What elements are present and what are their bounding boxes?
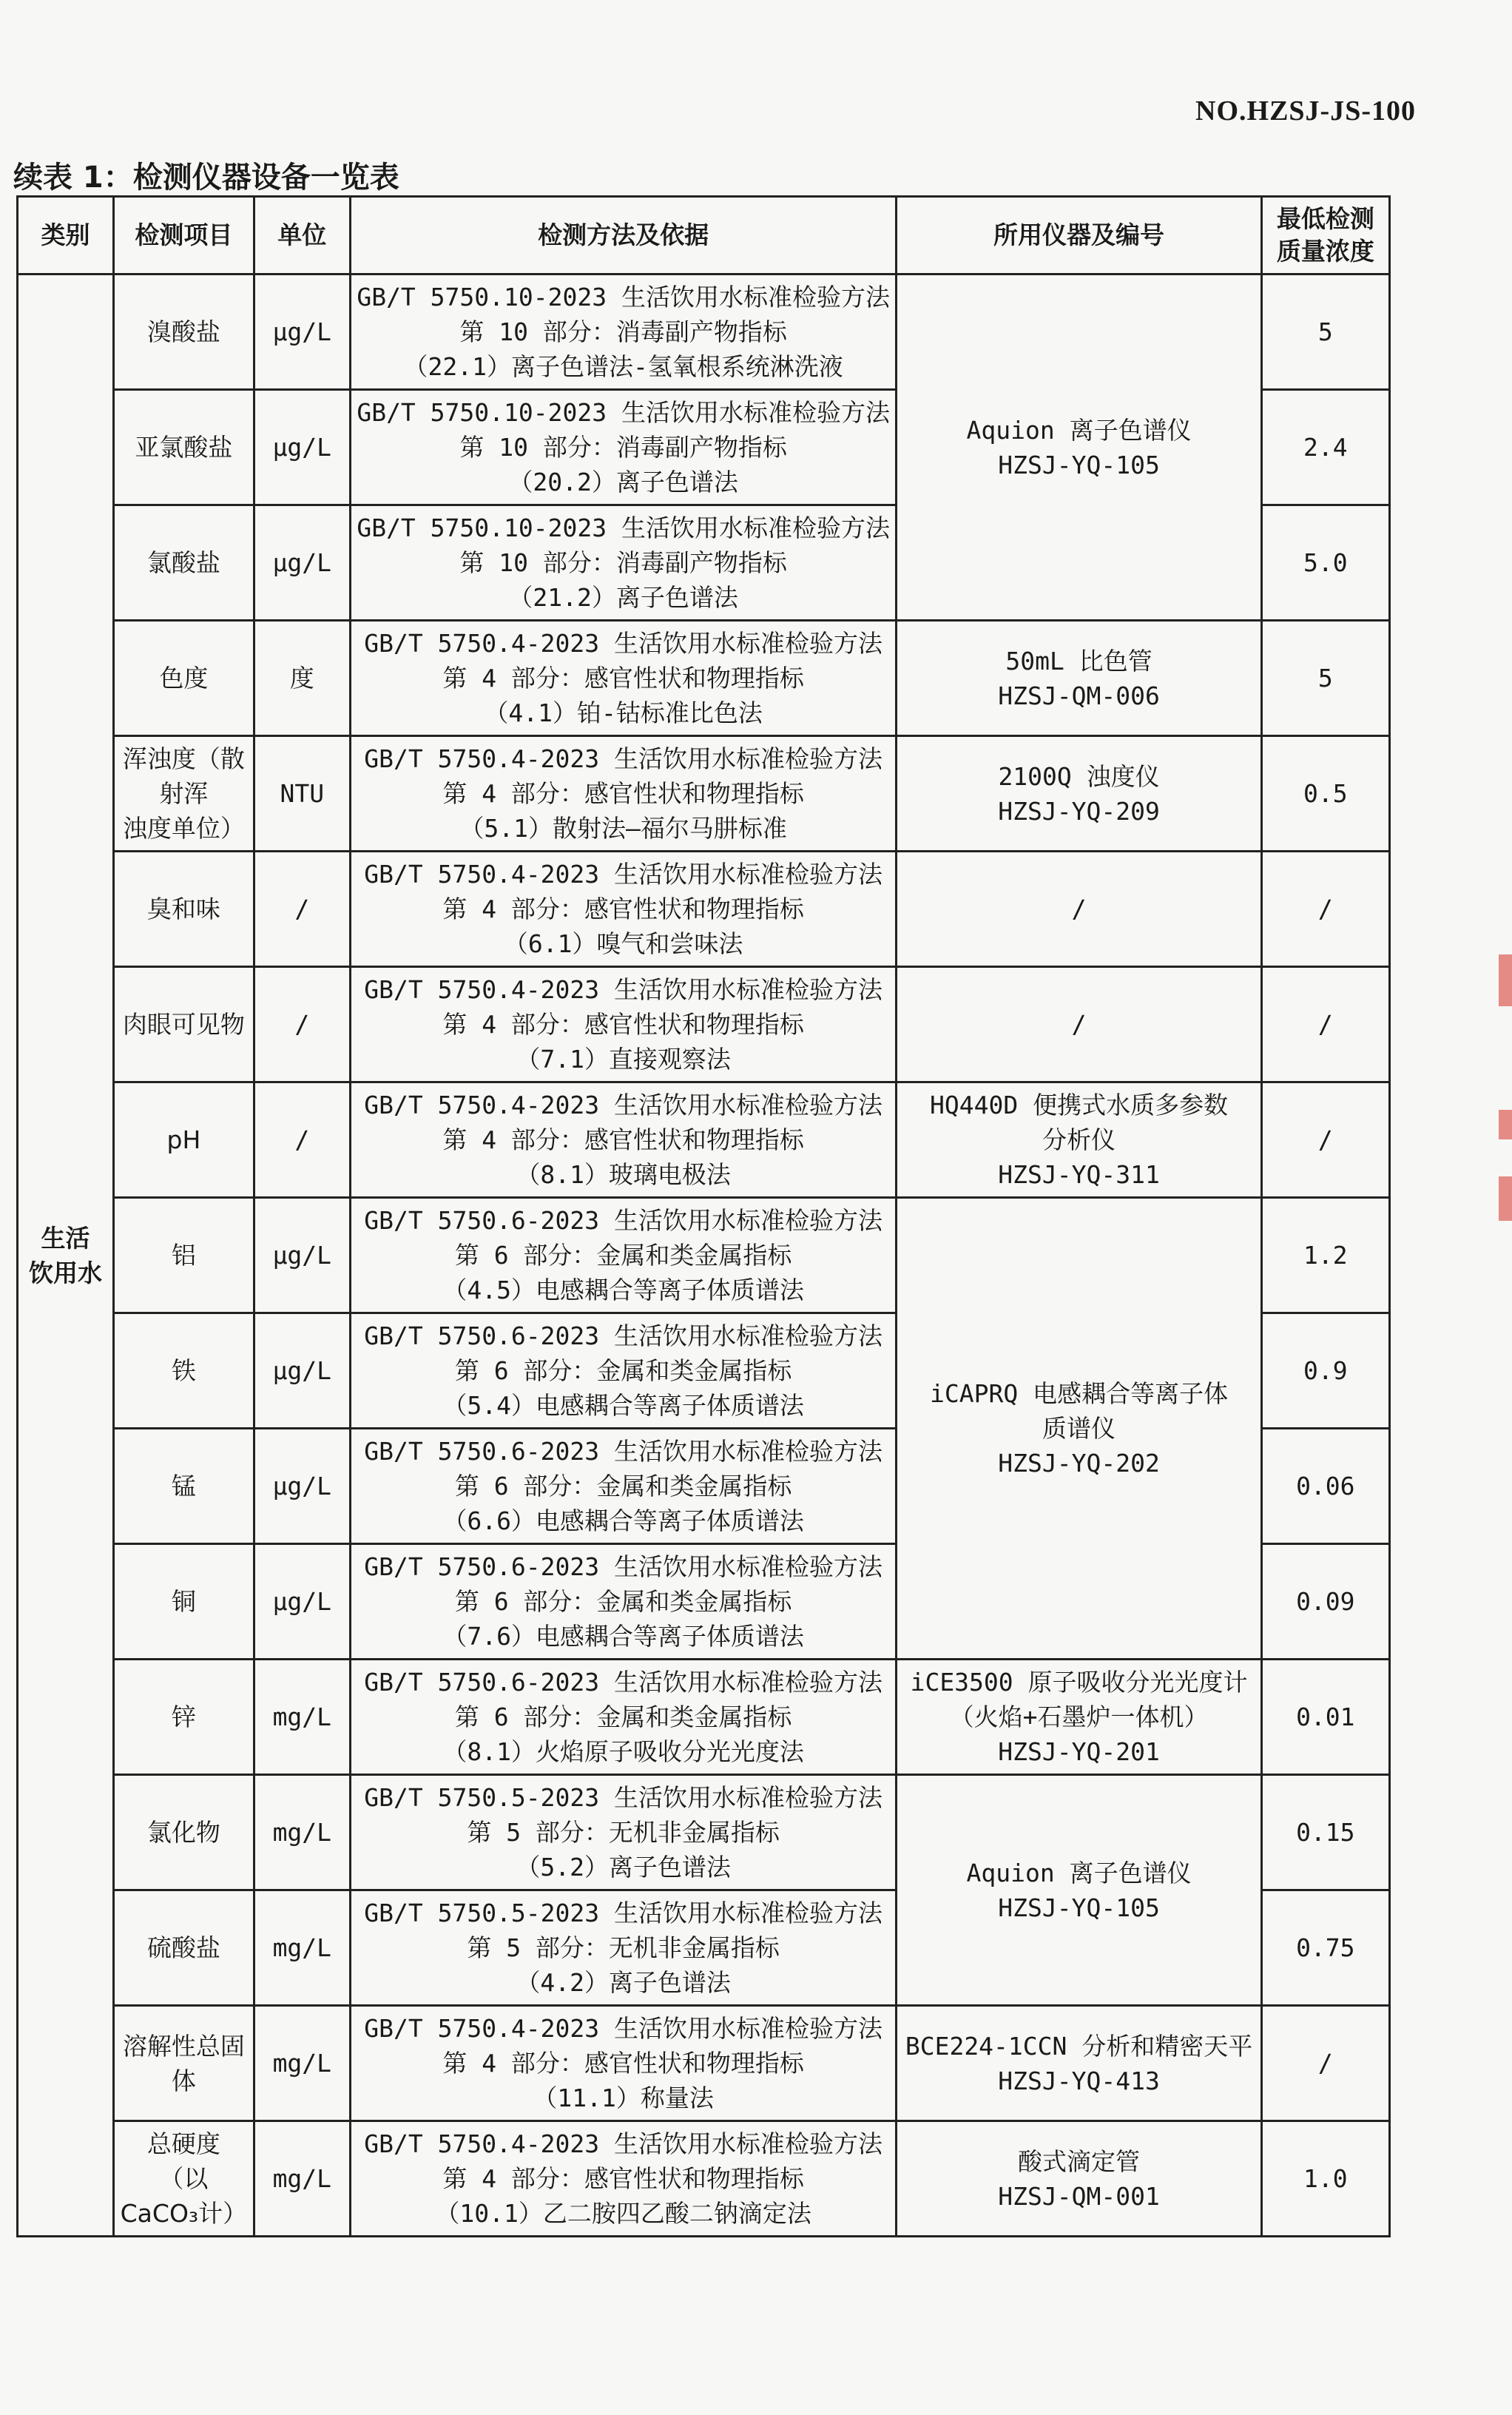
header-method: 检测方法及依据: [350, 197, 897, 274]
instrument-line: 2100Q 浊度仪: [998, 761, 1160, 791]
test-item-cell: 锰: [113, 1429, 254, 1544]
table-row: [18, 967, 1390, 1082]
table-row: [18, 1775, 1390, 1890]
instrument-line: 分析仪: [1042, 1125, 1116, 1154]
category-cell: 生活 饮用水: [18, 274, 114, 2237]
method-line: （7.6）电感耦合等离子体质谱法: [442, 1622, 804, 1651]
instrument-cell: [897, 1198, 1261, 1660]
unit-cell: mg/L: [254, 1890, 350, 2006]
instrument-cell: [897, 2121, 1261, 2237]
method-cell: [350, 2006, 897, 2121]
instrument-line: HQ440D 便携式水质多参数: [930, 1091, 1229, 1119]
method-line: GB/T 5750.10-2023 生活饮用水标准检验方法: [357, 398, 890, 427]
min-concentration-cell: 0.06: [1261, 1429, 1389, 1544]
min-concentration-cell: 2.4: [1261, 390, 1389, 505]
instrument-line: HZSJ-YQ-105: [998, 1893, 1160, 1922]
unit-cell: μg/L: [254, 1544, 350, 1660]
edge-stamp-mark: [1499, 954, 1512, 1006]
instrument-line: 酸式滴定管: [1018, 2146, 1141, 2176]
method-cell: [350, 1890, 897, 2006]
method-line: GB/T 5750.4-2023 生活饮用水标准检验方法: [364, 2014, 883, 2043]
method-line: 第 5 部分：无机非金属指标: [467, 1933, 780, 1962]
header-min-concentration: 最低检测 质量浓度: [1261, 197, 1389, 274]
unit-cell: mg/L: [254, 1775, 350, 1890]
instrument-cell: [897, 1082, 1261, 1198]
unit-cell: /: [254, 1082, 350, 1198]
method-line: 第 10 部分：消毒副产物指标: [459, 548, 787, 577]
method-cell: [350, 852, 897, 967]
min-concentration-cell: /: [1261, 2006, 1389, 2121]
instrument-cell: [897, 967, 1261, 1082]
unit-cell: mg/L: [254, 1660, 350, 1775]
method-line: GB/T 5750.4-2023 生活饮用水标准检验方法: [364, 860, 883, 889]
instrument-line: iCAPRQ 电感耦合等离子体: [930, 1379, 1229, 1408]
method-cell: [350, 390, 897, 505]
method-line: GB/T 5750.4-2023 生活饮用水标准检验方法: [364, 629, 883, 658]
table-row: [18, 736, 1390, 852]
method-line: 第 6 部分：金属和类金属指标: [454, 1587, 792, 1616]
method-line: （4.1）铂-钴标准比色法: [484, 698, 763, 727]
unit-cell: μg/L: [254, 1313, 350, 1429]
instrument-line: Aquion 离子色谱仪: [966, 1858, 1192, 1887]
method-line: （6.1）嗅气和尝味法: [503, 929, 743, 958]
instrument-cell: [897, 2006, 1261, 2121]
min-concentration-cell: 0.15: [1261, 1775, 1389, 1890]
method-line: （20.2）离子色谱法: [508, 468, 738, 496]
unit-cell: 度: [254, 621, 350, 736]
method-line: GB/T 5750.6-2023 生活饮用水标准检验方法: [364, 1552, 883, 1581]
test-item-cell: 浑浊度（散射浑 浊度单位）: [113, 736, 254, 852]
min-concentration-cell: 1.0: [1261, 2121, 1389, 2237]
method-cell: [350, 1775, 897, 1890]
test-item-cell: 溴酸盐: [113, 274, 254, 390]
method-line: （11.1）称量法: [533, 2084, 714, 2112]
min-concentration-cell: 0.09: [1261, 1544, 1389, 1660]
method-cell: [350, 1313, 897, 1429]
test-item-cell: 铝: [113, 1198, 254, 1313]
table-row: [18, 1082, 1390, 1198]
instrument-line: BCE224-1CCN 分析和精密天平: [905, 2031, 1253, 2061]
unit-cell: mg/L: [254, 2006, 350, 2121]
method-line: 第 10 部分：消毒副产物指标: [459, 317, 787, 346]
method-cell: [350, 505, 897, 621]
test-item-cell: 肉眼可见物: [113, 967, 254, 1082]
test-item-cell: 臭和味: [113, 852, 254, 967]
instrument-line: HZSJ-QM-001: [998, 2181, 1160, 2211]
method-line: （8.1）火焰原子吸收分光光度法: [442, 1737, 804, 1766]
method-line: GB/T 5750.4-2023 生活饮用水标准检验方法: [364, 1091, 883, 1119]
min-concentration-cell: 0.5: [1261, 736, 1389, 852]
instrument-cell: [897, 1775, 1261, 2006]
unit-cell: /: [254, 852, 350, 967]
instrument-cell: [897, 1660, 1261, 1775]
edge-stamp-mark: [1499, 1110, 1512, 1139]
method-cell: [350, 1660, 897, 1775]
method-line: 第 4 部分：感官性状和物理指标: [442, 2164, 804, 2193]
instrument-line: 50mL 比色管: [1005, 646, 1152, 676]
unit-cell: mg/L: [254, 2121, 350, 2237]
table-row: [18, 274, 1390, 390]
table-row: [18, 852, 1390, 967]
method-line: （6.6）电感耦合等离子体质谱法: [442, 1506, 804, 1535]
test-item-cell: 铁: [113, 1313, 254, 1429]
test-item-cell: 氯酸盐: [113, 505, 254, 621]
method-line: GB/T 5750.5-2023 生活饮用水标准检验方法: [364, 1899, 883, 1927]
method-line: （5.2）离子色谱法: [516, 1853, 731, 1882]
table-header-row: [18, 197, 1390, 274]
table-row: [18, 1198, 1390, 1313]
instrument-line: HZSJ-YQ-413: [998, 2066, 1160, 2095]
method-line: GB/T 5750.6-2023 生活饮用水标准检验方法: [364, 1321, 883, 1350]
method-line: （4.5）电感耦合等离子体质谱法: [442, 1276, 804, 1304]
instrument-line: HZSJ-YQ-201: [998, 1737, 1160, 1766]
instrument-line: iCE3500 原子吸收分光光度计: [910, 1668, 1248, 1697]
unit-cell: μg/L: [254, 1429, 350, 1544]
min-concentration-cell: 0.75: [1261, 1890, 1389, 2006]
method-line: 第 4 部分：感官性状和物理指标: [442, 664, 804, 693]
method-line: GB/T 5750.4-2023 生活饮用水标准检验方法: [364, 744, 883, 773]
header-category: 类别: [18, 197, 114, 274]
test-item-cell: pH: [113, 1082, 254, 1198]
header-unit: 单位: [254, 197, 350, 274]
test-item-cell: 氯化物: [113, 1775, 254, 1890]
instrument-cell: [897, 621, 1261, 736]
method-cell: [350, 621, 897, 736]
method-line: （10.1）乙二胺四乙酸二钠滴定法: [435, 2199, 811, 2228]
method-line: （22.1）离子色谱法-氢氧根系统淋洗液: [403, 352, 843, 381]
method-line: GB/T 5750.4-2023 生活饮用水标准检验方法: [364, 975, 883, 1004]
min-concentration-cell: /: [1261, 1082, 1389, 1198]
unit-cell: /: [254, 967, 350, 1082]
test-item-cell: 硫酸盐: [113, 1890, 254, 2006]
header-item: 检测项目: [113, 197, 254, 274]
instrument-line: Aquion 离子色谱仪: [966, 415, 1192, 445]
unit-cell: μg/L: [254, 390, 350, 505]
test-item-cell: 色度: [113, 621, 254, 736]
method-line: GB/T 5750.10-2023 生活饮用水标准检验方法: [357, 513, 890, 542]
method-line: GB/T 5750.4-2023 生活饮用水标准检验方法: [364, 2129, 883, 2158]
method-line: 第 4 部分：感官性状和物理指标: [442, 895, 804, 923]
method-line: 第 4 部分：感官性状和物理指标: [442, 1010, 804, 1039]
method-cell: [350, 274, 897, 390]
min-concentration-cell: 5: [1261, 621, 1389, 736]
method-cell: [350, 1544, 897, 1660]
edge-stamp-mark: [1499, 1176, 1512, 1221]
instrument-cell: [897, 852, 1261, 967]
instrument-cell: [897, 736, 1261, 852]
test-item-cell: 铜: [113, 1544, 254, 1660]
method-line: 第 6 部分：金属和类金属指标: [454, 1356, 792, 1385]
table-row: [18, 1660, 1390, 1775]
test-item-cell: 锌: [113, 1660, 254, 1775]
instrument-table: [16, 195, 1391, 2237]
method-line: GB/T 5750.6-2023 生活饮用水标准检验方法: [364, 1206, 883, 1235]
min-concentration-cell: 5: [1261, 274, 1389, 390]
instrument-line: HZSJ-QM-006: [998, 681, 1160, 710]
method-line: （21.2）离子色谱法: [508, 583, 738, 612]
method-line: GB/T 5750.10-2023 生活饮用水标准检验方法: [357, 283, 890, 311]
method-line: 第 5 部分：无机非金属指标: [467, 1818, 780, 1847]
min-concentration-cell: 0.9: [1261, 1313, 1389, 1429]
instrument-line: （火焰+石墨炉一体机）: [949, 1702, 1209, 1731]
unit-cell: μg/L: [254, 1198, 350, 1313]
method-line: 第 6 部分：金属和类金属指标: [454, 1241, 792, 1270]
unit-cell: μg/L: [254, 505, 350, 621]
min-concentration-cell: /: [1261, 852, 1389, 967]
method-line: 第 4 部分：感官性状和物理指标: [442, 779, 804, 808]
method-cell: [350, 1429, 897, 1544]
min-concentration-cell: /: [1261, 967, 1389, 1082]
method-line: 第 4 部分：感官性状和物理指标: [442, 1125, 804, 1154]
table-row: [18, 2006, 1390, 2121]
instrument-cell: [897, 274, 1261, 621]
method-line: （5.1）散射法—福尔马肼标准: [459, 814, 787, 843]
document-number: NO.HZSJ-JS-100: [1195, 95, 1416, 127]
min-concentration-cell: 1.2: [1261, 1198, 1389, 1313]
method-cell: [350, 1198, 897, 1313]
instrument-line: 质谱仪: [1042, 1414, 1116, 1443]
instrument-line: HZSJ-YQ-202: [998, 1449, 1160, 1478]
min-concentration-cell: 0.01: [1261, 1660, 1389, 1775]
instrument-line: HZSJ-YQ-105: [998, 450, 1160, 479]
method-line: 第 6 部分：金属和类金属指标: [454, 1702, 792, 1731]
instrument-line: HZSJ-YQ-311: [998, 1160, 1160, 1189]
header-instrument: 所用仪器及编号: [897, 197, 1261, 274]
test-item-cell: 溶解性总固体: [113, 2006, 254, 2121]
method-line: （4.2）离子色谱法: [516, 1968, 731, 1997]
table-row: [18, 2121, 1390, 2237]
instrument-line: /: [1071, 1010, 1087, 1039]
unit-cell: NTU: [254, 736, 350, 852]
method-line: 第 10 部分：消毒副产物指标: [459, 433, 787, 462]
method-line: GB/T 5750.6-2023 生活饮用水标准检验方法: [364, 1668, 883, 1697]
instrument-line: HZSJ-YQ-209: [998, 796, 1160, 826]
method-line: GB/T 5750.6-2023 生活饮用水标准检验方法: [364, 1437, 883, 1466]
method-line: （7.1）直接观察法: [516, 1045, 731, 1074]
method-cell: [350, 2121, 897, 2237]
table-row: [18, 621, 1390, 736]
instrument-line: /: [1071, 895, 1087, 923]
method-cell: [350, 967, 897, 1082]
method-line: （5.4）电感耦合等离子体质谱法: [442, 1391, 804, 1420]
table-body: [18, 274, 1390, 2237]
method-line: 第 4 部分：感官性状和物理指标: [442, 2049, 804, 2078]
test-item-cell: 亚氯酸盐: [113, 390, 254, 505]
method-line: GB/T 5750.5-2023 生活饮用水标准检验方法: [364, 1783, 883, 1812]
method-line: 第 6 部分：金属和类金属指标: [454, 1472, 792, 1500]
method-line: （8.1）玻璃电极法: [516, 1160, 731, 1189]
unit-cell: μg/L: [254, 274, 350, 390]
test-item-cell: 总硬度 （以 CaCO₃计）: [113, 2121, 254, 2237]
min-concentration-cell: 5.0: [1261, 505, 1389, 621]
table-caption: 续表 1：检测仪器设备一览表: [13, 161, 399, 195]
method-cell: [350, 1082, 897, 1198]
method-cell: [350, 736, 897, 852]
